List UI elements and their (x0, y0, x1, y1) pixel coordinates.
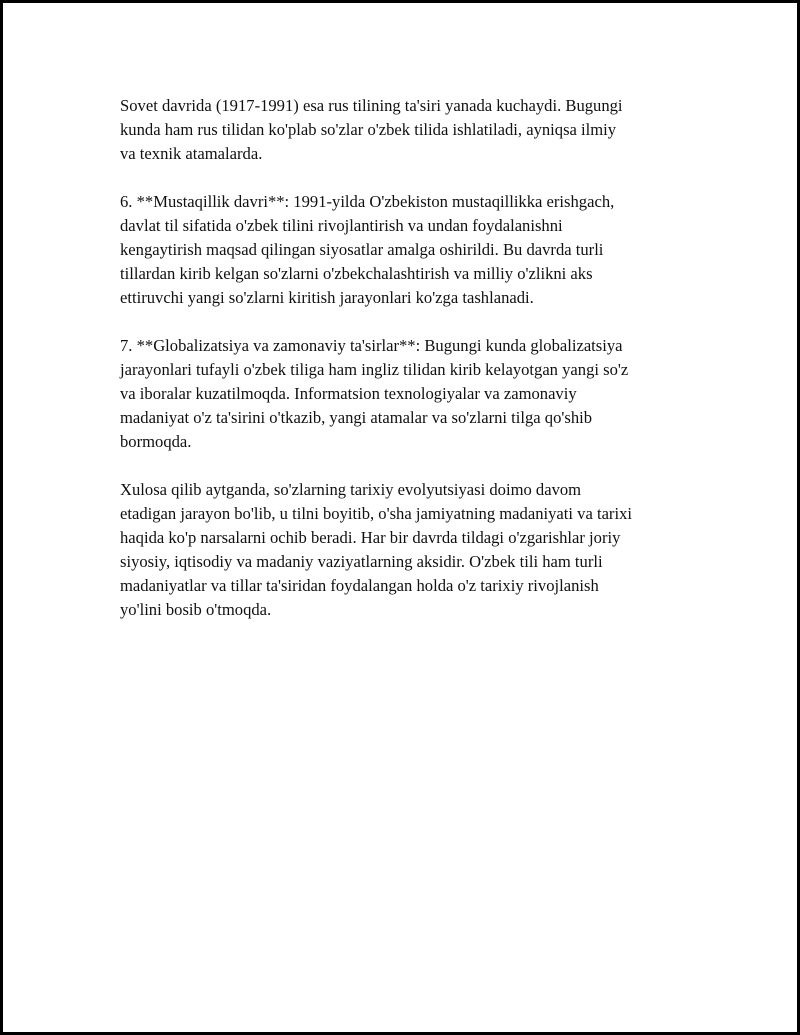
paragraph-globalization: 7. **Globalizatsiya va zamonaviy ta'sirlar**: Bugungi kunda globalizatsiya jarayonlari tufayli o'zbek tiliga ham ingliz tilidan kirib kelayotgan yangi so'z va iboralar kuzatilmoqda. Informatsion texnologiyalar va zamonaviy madaniyat o'z ta'sirini o'tkazib, yangi atamalar va so'zlarni tilga qo'shib bormoqda. (120, 336, 629, 451)
paragraph-soviet-period: Sovet davrida (1917-1991) esa rus tilining ta'siri yanada kuchaydi. Bugungi kunda ham rus tilidan ko'plab so'zlar o'zbek tilida ishlatiladi, ayniqsa ilmiy va texnik atamalarda. (120, 96, 623, 163)
paragraph-independence-period: 6. **Mustaqillik davri**: 1991-yilda O'zbekiston mustaqillikka erishgach, davlat til sifatida o'zbek tilini rivojlantirish va undan foydalanishni kengaytirish maqsad qilingan siyosatlar amalga oshirildi. Bu davrda turli tillardan kirib kelgan so'zlarni o'zbekchalashtirish va milliy o'zlikni aks ettiruvchi yangi so'zlarni kiritish jarayonlari ko'zga tashlanadi. (120, 192, 615, 307)
document-body (120, 94, 710, 646)
paragraph-conclusion: Xulosa qilib aytganda, so'zlarning tarixiy evolyutsiyasi doimo davom etadigan jarayon bo'lib, u tilni boyitib, o'sha jamiyatning madaniyati va tarixi haqida ko'p narsalarni ochib beradi. Har bir davrda tildagi o'zgarishlar joriy siyosiy, iqtisodiy va madaniy vaziyatlarning aksidir. O'zbek tili ham turli madaniyatlar va tillar ta'siridan foydalangan holda o'z tarixiy rivojlanish yo'lini bosib o'tmoqda. (120, 480, 632, 619)
